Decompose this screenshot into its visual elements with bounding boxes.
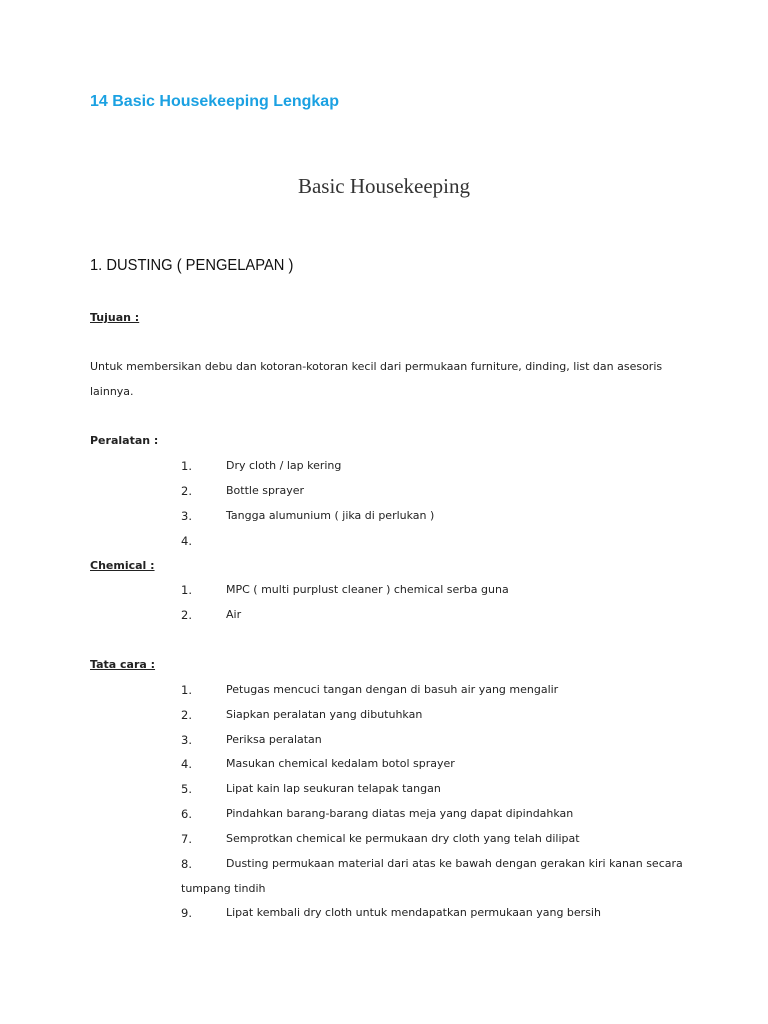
list-item-text: Lipat kain lap seukuran telapak tangan xyxy=(226,782,441,795)
tatacara-label: Tata cara : xyxy=(90,658,156,671)
list-item-text: Masukan chemical kedalam botol sprayer xyxy=(226,757,455,770)
list-item-text: Tangga alumunium ( jika di perlukan ) xyxy=(226,509,435,522)
list-item-number: 3. xyxy=(181,509,192,523)
list-item-number: 6. xyxy=(181,807,192,821)
list-item-text: Siapkan peralatan yang dibutuhkan xyxy=(226,708,423,721)
blog-title[interactable]: 14 Basic Housekeeping Lengkap xyxy=(90,93,339,110)
list-item-number: 2. xyxy=(181,484,192,498)
list-item-text: Dry cloth / lap kering xyxy=(226,459,342,472)
list-item-text: Bottle sprayer xyxy=(226,484,304,497)
list-item-number: 5. xyxy=(181,782,192,796)
list-item-number: 1. xyxy=(181,683,192,697)
tujuan-text: Untuk membersikan debu dan kotoran-kotoran kecil dari permukaan furniture, dinding, list dan asesoris xyxy=(90,360,663,373)
section-heading: 1. DUSTING ( PENGELAPAN ) xyxy=(90,257,294,274)
chemical-label: Chemical : xyxy=(90,559,155,572)
tujuan-text-cont: lainnya. xyxy=(90,385,134,398)
tujuan-label: Tujuan : xyxy=(90,311,140,324)
list-item-number: 2. xyxy=(181,608,192,622)
list-item-text: Pindahkan barang-barang diatas meja yang dapat dipindahkan xyxy=(226,807,574,820)
list-item-number: 3. xyxy=(181,733,192,747)
list-item-number: 4. xyxy=(181,534,192,548)
list-item-text: Dusting permukaan material dari atas ke bawah dengan gerakan kiri kanan secara xyxy=(226,857,683,870)
list-item-number: 2. xyxy=(181,708,192,722)
list-item-text: Petugas mencuci tangan dengan di basuh air yang mengalir xyxy=(226,683,559,696)
list-item-number: 4. xyxy=(181,757,192,771)
list-item-text: Semprotkan chemical ke permukaan dry cloth yang telah dilipat xyxy=(226,832,580,845)
list-item-text: Air xyxy=(226,608,242,621)
list-item-number: 9. xyxy=(181,906,192,920)
list-item-text: MPC ( multi purplust cleaner ) chemical serba guna xyxy=(226,583,509,596)
list-item-number: 1. xyxy=(181,459,192,473)
peralatan-label: Peralatan : xyxy=(90,434,159,447)
list-item-number: 7. xyxy=(181,832,192,846)
list-item-text-cont: tumpang tindih xyxy=(181,882,266,895)
list-item-number: 8. xyxy=(181,857,192,871)
list-item-text: Periksa peralatan xyxy=(226,733,322,746)
list-item-number: 1. xyxy=(181,583,192,597)
list-item-text: Lipat kembali dry cloth untuk mendapatkan permukaan yang bersih xyxy=(226,906,601,919)
document-title: Basic Housekeeping xyxy=(297,174,471,198)
